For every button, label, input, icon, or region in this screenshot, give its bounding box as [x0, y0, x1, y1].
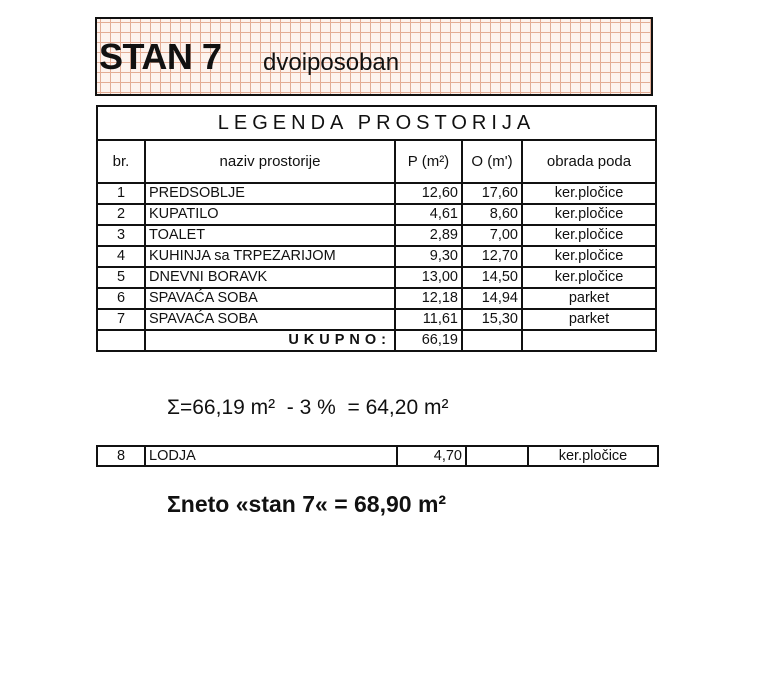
room-name: KUPATILO: [145, 204, 395, 225]
col-header-floor-finish: obrada poda: [522, 140, 656, 183]
room-perimeter: 8,60: [462, 204, 522, 225]
room-area: 2,89: [395, 225, 462, 246]
col-header-perimeter: O (m'): [462, 140, 522, 183]
loggia-table: [96, 445, 659, 467]
total-empty-cell: [462, 330, 522, 351]
room-number: 6: [97, 288, 145, 309]
total-empty-cell: [522, 330, 656, 351]
legend-title: LEGENDA PROSTORIJA: [97, 106, 656, 140]
col-header-area: P (m²): [395, 140, 462, 183]
column-header-row: [97, 140, 656, 183]
table-row: [97, 225, 656, 246]
room-name: LODJA: [145, 446, 397, 466]
room-floor: parket: [522, 309, 656, 330]
room-number: 7: [97, 309, 145, 330]
room-floor: ker.pločice: [522, 183, 656, 204]
table-row: [97, 246, 656, 267]
room-area: 4,70: [397, 446, 466, 466]
net-area-formula: Σneto «stan 7« = 68,90 m²: [167, 491, 447, 517]
room-area: 13,00: [395, 267, 462, 288]
room-floor: ker.pločice: [522, 267, 656, 288]
room-area: 4,61: [395, 204, 462, 225]
table-row: [97, 446, 658, 466]
total-row: [97, 330, 656, 351]
total-label: UKUPNO:: [145, 330, 395, 351]
room-floor: ker.pločice: [522, 204, 656, 225]
room-number: 2: [97, 204, 145, 225]
room-perimeter: 7,00: [462, 225, 522, 246]
room-floor: ker.pločice: [522, 225, 656, 246]
col-header-number: br.: [97, 140, 145, 183]
room-perimeter: 15,30: [462, 309, 522, 330]
table-row: [97, 309, 656, 330]
table-row: [97, 183, 656, 204]
room-number: 1: [97, 183, 145, 204]
room-name: KUHINJA sa TRPEZARIJOM: [145, 246, 395, 267]
room-floor: ker.pločice: [528, 446, 658, 466]
total-area: 66,19: [395, 330, 462, 351]
room-area: 12,60: [395, 183, 462, 204]
room-floor: ker.pločice: [522, 246, 656, 267]
apartment-title: STAN 7: [99, 36, 222, 77]
legend-title-row: [97, 106, 656, 140]
room-area: 11,61: [395, 309, 462, 330]
room-name: SPAVAĆA SOBA: [145, 288, 395, 309]
room-number: 5: [97, 267, 145, 288]
room-number: 4: [97, 246, 145, 267]
table-row: [97, 267, 656, 288]
room-perimeter: 14,50: [462, 267, 522, 288]
table-row: [97, 204, 656, 225]
apartment-header: [95, 17, 653, 96]
room-perimeter: 12,70: [462, 246, 522, 267]
room-area: 9,30: [395, 246, 462, 267]
apartment-type: dvoiposoban: [263, 49, 400, 76]
room-number: 3: [97, 225, 145, 246]
room-legend-table: [96, 105, 657, 352]
room-area: 12,18: [395, 288, 462, 309]
room-name: PREDSOBLJE: [145, 183, 395, 204]
room-number: 8: [97, 446, 145, 466]
col-header-room-name: naziv prostorije: [145, 140, 395, 183]
room-name: TOALET: [145, 225, 395, 246]
room-perimeter: 17,60: [462, 183, 522, 204]
room-name: SPAVAĆA SOBA: [145, 309, 395, 330]
room-name: DNEVNI BORAVK: [145, 267, 395, 288]
table-row: [97, 288, 656, 309]
room-perimeter: 14,94: [462, 288, 522, 309]
total-empty-cell: [97, 330, 145, 351]
room-perimeter: [466, 446, 528, 466]
room-floor: parket: [522, 288, 656, 309]
gross-area-formula: Σ=66,19 m² - 3 % = 64,20 m²: [167, 396, 449, 419]
